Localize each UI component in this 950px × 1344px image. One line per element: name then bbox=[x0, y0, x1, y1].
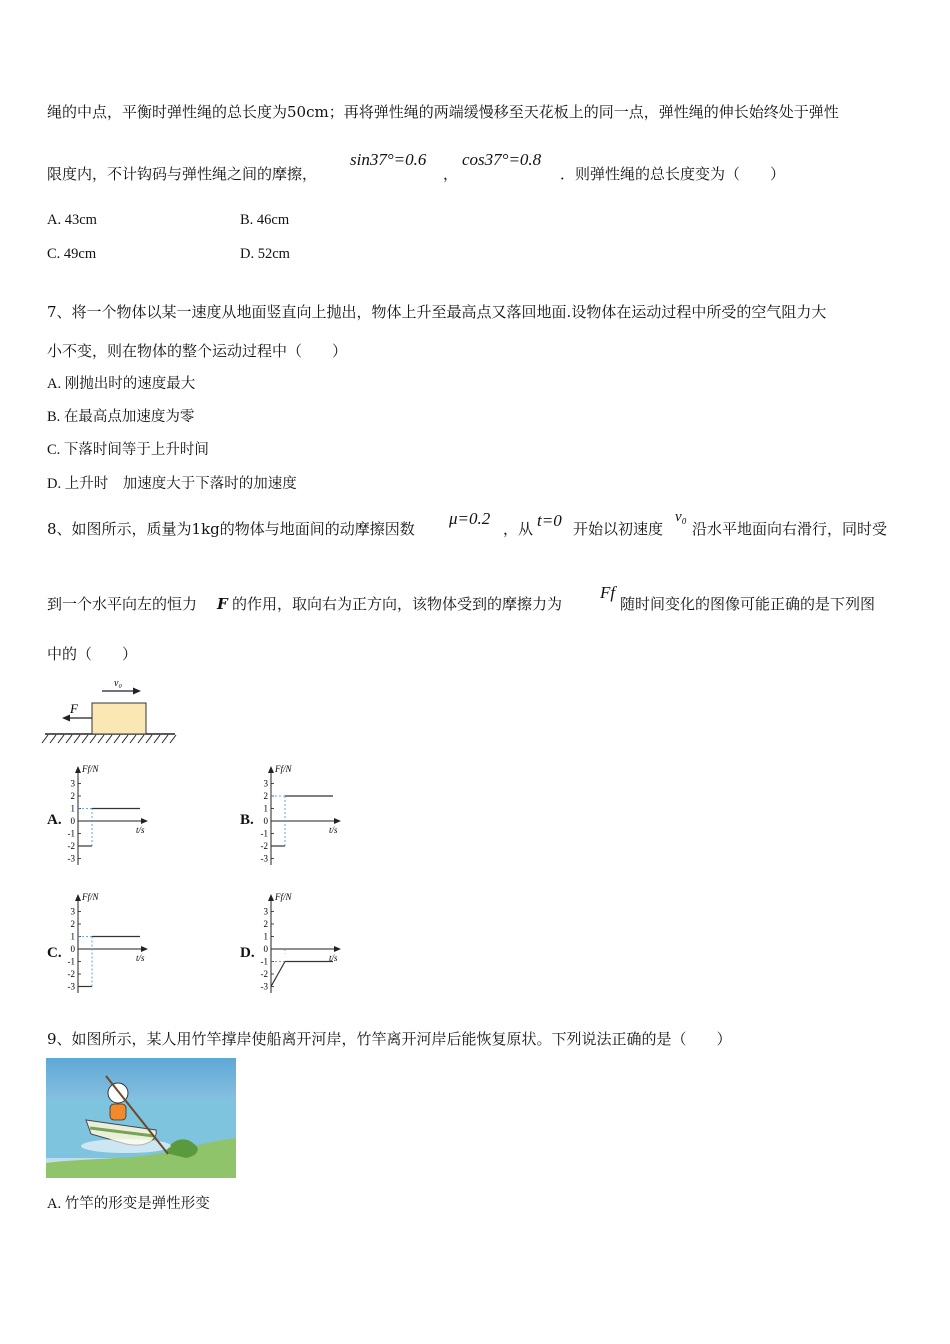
q8-v0-expr: v₀ bbox=[675, 509, 687, 525]
tick-label: -1 bbox=[260, 828, 268, 839]
q6-line1: 绳的中点，平衡时弹性绳的总长度为50cm；再将弹性绳的两端缓慢移至天花板上的同一点，弹性绳的伸长始终处于弹性 bbox=[47, 103, 839, 121]
q8-line2-a: 到一个水平向左的恒力 bbox=[47, 595, 198, 613]
tick-label: 2 bbox=[263, 919, 268, 929]
q8-line2-b: 的作用，取向右为正方向，该物体受到的摩擦力为 bbox=[232, 595, 563, 613]
q8-line3: 中的（ ） bbox=[47, 645, 138, 663]
y-axis-arrow bbox=[268, 766, 274, 773]
q6-option-a: A. 43cm bbox=[47, 212, 97, 228]
x-axis-arrow bbox=[141, 818, 148, 824]
q8-block-diagram bbox=[40, 674, 185, 746]
graph-c bbox=[56, 886, 166, 996]
tick-label: 3 bbox=[70, 906, 75, 917]
tick-label: 0 bbox=[263, 944, 268, 954]
tick-label: 0 bbox=[263, 816, 268, 826]
x-axis-label: t/s bbox=[329, 825, 338, 835]
q6-line2-post: ．则弹性绳的总长度变为（ ） bbox=[560, 165, 786, 183]
y-axis-label: Ff/N bbox=[82, 764, 99, 774]
tick-label: -1 bbox=[67, 956, 75, 967]
tick-label: -3 bbox=[67, 853, 75, 864]
q8-line1-c: 开始以初速度 bbox=[573, 520, 664, 538]
q7-option-d: D. 上升时 加速度大于下落时的加速度 bbox=[47, 476, 297, 492]
x-axis-label: t/s bbox=[136, 825, 145, 835]
tick-label: 2 bbox=[70, 919, 75, 929]
q6-cos-expr: cos37°=0.8 bbox=[462, 150, 542, 169]
tick-label: -1 bbox=[67, 828, 75, 839]
tick-label: 2 bbox=[70, 791, 75, 801]
y-axis-arrow bbox=[268, 894, 274, 901]
q8-line1-d: 沿水平地面向右滑行，同时受 bbox=[692, 520, 888, 538]
graph-c-label: C. bbox=[47, 945, 62, 961]
q6-comma: ， bbox=[443, 165, 459, 183]
x-axis-arrow bbox=[334, 946, 341, 952]
tick-label: -3 bbox=[67, 981, 75, 992]
person-body bbox=[110, 1104, 126, 1120]
tick-label: -2 bbox=[67, 969, 75, 979]
tick-label: 3 bbox=[70, 778, 75, 789]
q6-line2-pre: 限度内，不计钩码与弹性绳之间的摩擦， bbox=[47, 165, 318, 183]
q9-option-a: A. 竹竿的形变是弹性形变 bbox=[47, 1196, 210, 1212]
block bbox=[92, 703, 146, 734]
q8-t-expr: t=0 bbox=[537, 511, 562, 530]
q8-line1-a: 8、如图所示，质量为1kg的物体与地面间的动摩擦因数 bbox=[47, 520, 415, 538]
y-axis-label: Ff/N bbox=[82, 892, 99, 902]
graph-a bbox=[56, 758, 166, 868]
y-axis-label: Ff/N bbox=[275, 892, 292, 902]
graph-b bbox=[249, 758, 359, 868]
x-axis-label: t/s bbox=[329, 953, 338, 963]
q8-line2-c: 随时间变化的图像可能正确的是下列图 bbox=[620, 595, 876, 613]
y-axis-arrow bbox=[75, 766, 81, 773]
tick-label: 3 bbox=[263, 778, 268, 789]
tick-label: 1 bbox=[70, 803, 75, 814]
tick-label: 1 bbox=[263, 931, 268, 942]
q8-friction-symbol: Ff bbox=[600, 583, 616, 602]
y-axis-arrow bbox=[75, 894, 81, 901]
x-axis-arrow bbox=[141, 946, 148, 952]
graph-a-label: A. bbox=[47, 812, 62, 828]
tick-label: 1 bbox=[263, 803, 268, 814]
q8-mu-expr: μ=0.2 bbox=[449, 509, 491, 528]
q6-option-c: C. 49cm bbox=[47, 246, 97, 262]
ground bbox=[42, 734, 176, 743]
q9-boat-illustration bbox=[46, 1058, 236, 1178]
velocity-label: v₀ bbox=[114, 678, 122, 689]
tick-label: 2 bbox=[263, 791, 268, 801]
q7-option-c: C. 下落时间等于上升时间 bbox=[47, 442, 209, 458]
q6-sin-expr: sin37°=0.6 bbox=[350, 150, 427, 169]
tick-label: -2 bbox=[260, 841, 268, 851]
q9-line1: 9、如图所示，某人用竹竿撑岸使船离开河岸，竹竿离开河岸后能恢复原状。下列说法正确的是（ ） bbox=[47, 1030, 732, 1048]
q6-option-b: B. 46cm bbox=[240, 212, 290, 228]
graph-d-label: D. bbox=[240, 945, 255, 961]
x-axis-label: t/s bbox=[136, 953, 145, 963]
tick-label: -2 bbox=[260, 969, 268, 979]
tick-label: 0 bbox=[70, 944, 75, 954]
x-axis-arrow bbox=[334, 818, 341, 824]
tick-label: -2 bbox=[67, 841, 75, 851]
q7-line1: 7、将一个物体以某一速度从地面竖直向上抛出，物体上升至最高点又落回地面.设物体在运动过程中所受的空气阻力大 bbox=[47, 303, 827, 321]
graph-b-label: B. bbox=[240, 812, 254, 828]
tick-label: 0 bbox=[70, 816, 75, 826]
tick-label: 3 bbox=[263, 906, 268, 917]
tick-label: -3 bbox=[260, 981, 268, 992]
force-label: F bbox=[70, 701, 78, 716]
q7-option-a: A. 刚抛出时的速度最大 bbox=[47, 376, 196, 392]
q7-line2: 小不变，则在物体的整个运动过程中（ ） bbox=[47, 342, 348, 360]
tick-label: 1 bbox=[70, 931, 75, 942]
q8-force-symbol: F bbox=[217, 595, 228, 613]
y-axis-label: Ff/N bbox=[275, 764, 292, 774]
q8-line1-b: ，从 bbox=[503, 520, 534, 538]
tick-label: -3 bbox=[260, 853, 268, 864]
q6-option-d: D. 52cm bbox=[240, 246, 290, 262]
q7-option-b: B. 在最高点加速度为零 bbox=[47, 409, 195, 425]
graph-d bbox=[249, 886, 359, 996]
tick-label: -1 bbox=[260, 956, 268, 967]
